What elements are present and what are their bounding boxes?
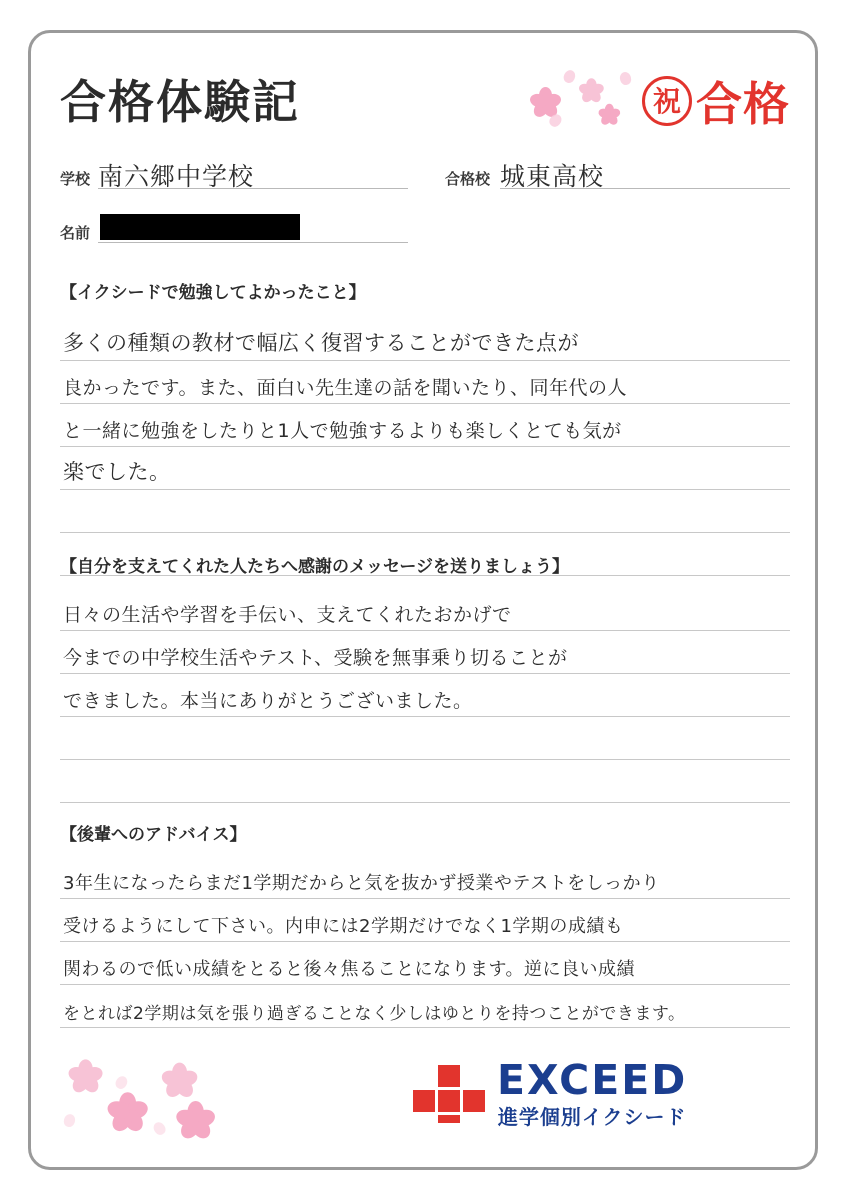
sakura-petal-icon: [62, 1113, 76, 1129]
sakura-petal-icon: [151, 1120, 167, 1137]
section-lines-advice: [60, 856, 790, 1028]
page-title: 合格体験記: [60, 75, 300, 129]
ruled-line: [60, 942, 790, 985]
ruled-line: [60, 674, 790, 717]
ruled-line: [60, 361, 790, 404]
answer-text: できました。本当にありがとうございました。: [63, 690, 473, 712]
name-label: 名前: [60, 224, 91, 242]
answer-text: 今までの中学校生活やテスト、受験を無事乗り切ることが: [63, 647, 568, 669]
accepted-school-value-line: [500, 158, 790, 189]
answer-text: 受けるようにして下さい。内申には2学期だけでなく1学期の成績も: [63, 916, 624, 937]
sakura-decoration-footer: [58, 1050, 278, 1160]
name-field-row: [60, 212, 790, 246]
answer-text: 関わるので低い成績をとると後々焦ることになります。逆に良い成績: [63, 959, 636, 980]
accepted-school-label: 合格校: [445, 170, 491, 188]
answer-text: をとれば2学期は気を張り過ぎることなく少しはゆとりを持つことができます。: [63, 1004, 686, 1024]
section-heading-exceed-benefits: 【イクシードで勉強してよかったこと】: [60, 283, 366, 303]
exceed-logo-text: [497, 1056, 688, 1129]
sakura-petal-icon: [619, 71, 633, 86]
sakura-flower-icon: [528, 86, 562, 120]
answer-text: 多くの種類の教材で幅広く復習することができた点が: [63, 331, 579, 355]
sakura-petal-icon: [547, 112, 564, 129]
brand-name: EXCEED: [497, 1056, 688, 1104]
celebration-text: 合格: [696, 77, 790, 131]
document-header: [60, 66, 790, 136]
ruled-line: [60, 404, 790, 447]
exceed-logo: [413, 1056, 688, 1129]
sakura-petal-icon: [562, 68, 577, 84]
ruled-line: [60, 447, 790, 490]
school-fields-row: [60, 158, 790, 192]
ruled-line: [60, 588, 790, 631]
brand-subtitle: 進学個別イクシード: [497, 1105, 687, 1129]
name-redaction-bar: [100, 214, 300, 240]
ruled-line: [60, 490, 790, 533]
section-lines-exceed-benefits: [60, 318, 790, 576]
sakura-flower-icon: [105, 1091, 149, 1135]
answer-text: 良かったです。また、面白い先生達の話を聞いたり、同年代の人: [63, 377, 627, 399]
school-label: 学校: [60, 170, 91, 188]
school-value-line: [98, 158, 408, 189]
congratulations-stamp-group: [642, 68, 790, 134]
section-heading-gratitude: 【自分を支えてくれた人たちへ感謝のメッセージを送りましょう】: [60, 557, 569, 577]
answer-text: 楽でした。: [63, 460, 171, 484]
sakura-petal-icon: [113, 1074, 129, 1091]
sakura-flower-icon: [577, 77, 604, 104]
celebration-stamp-icon: 祝: [642, 76, 692, 126]
ruled-line: [60, 856, 790, 899]
ruled-line: [60, 985, 790, 1028]
ruled-line: [60, 760, 790, 803]
school-value: 南六郷中学校: [98, 162, 255, 191]
answer-text: 3年生になったらまだ1学期だからと気を抜かず授業やテストをしっかり: [63, 873, 660, 894]
document-footer: [28, 1040, 818, 1170]
section-lines-gratitude: [60, 588, 790, 803]
ruled-line: [60, 717, 790, 760]
sakura-flower-icon: [597, 103, 621, 127]
name-value-line: [98, 212, 408, 243]
section-heading-advice: 【後輩へのアドバイス】: [60, 825, 247, 845]
sakura-flower-icon: [66, 1058, 103, 1095]
answer-text: と一緒に勉強をしたりと1人で勉強するよりも楽しくとても気が: [63, 420, 622, 442]
ruled-line: [60, 899, 790, 942]
ruled-line: [60, 631, 790, 674]
ruled-line: [60, 318, 790, 361]
sakura-flower-icon: [174, 1100, 217, 1143]
answer-text: 日々の生活や学習を手伝い、支えてくれたおかげで: [63, 604, 512, 626]
sakura-flower-icon: [159, 1061, 198, 1100]
exceed-cross-mark-icon: [413, 1065, 485, 1123]
accepted-school-value: 城東高校: [500, 162, 605, 191]
